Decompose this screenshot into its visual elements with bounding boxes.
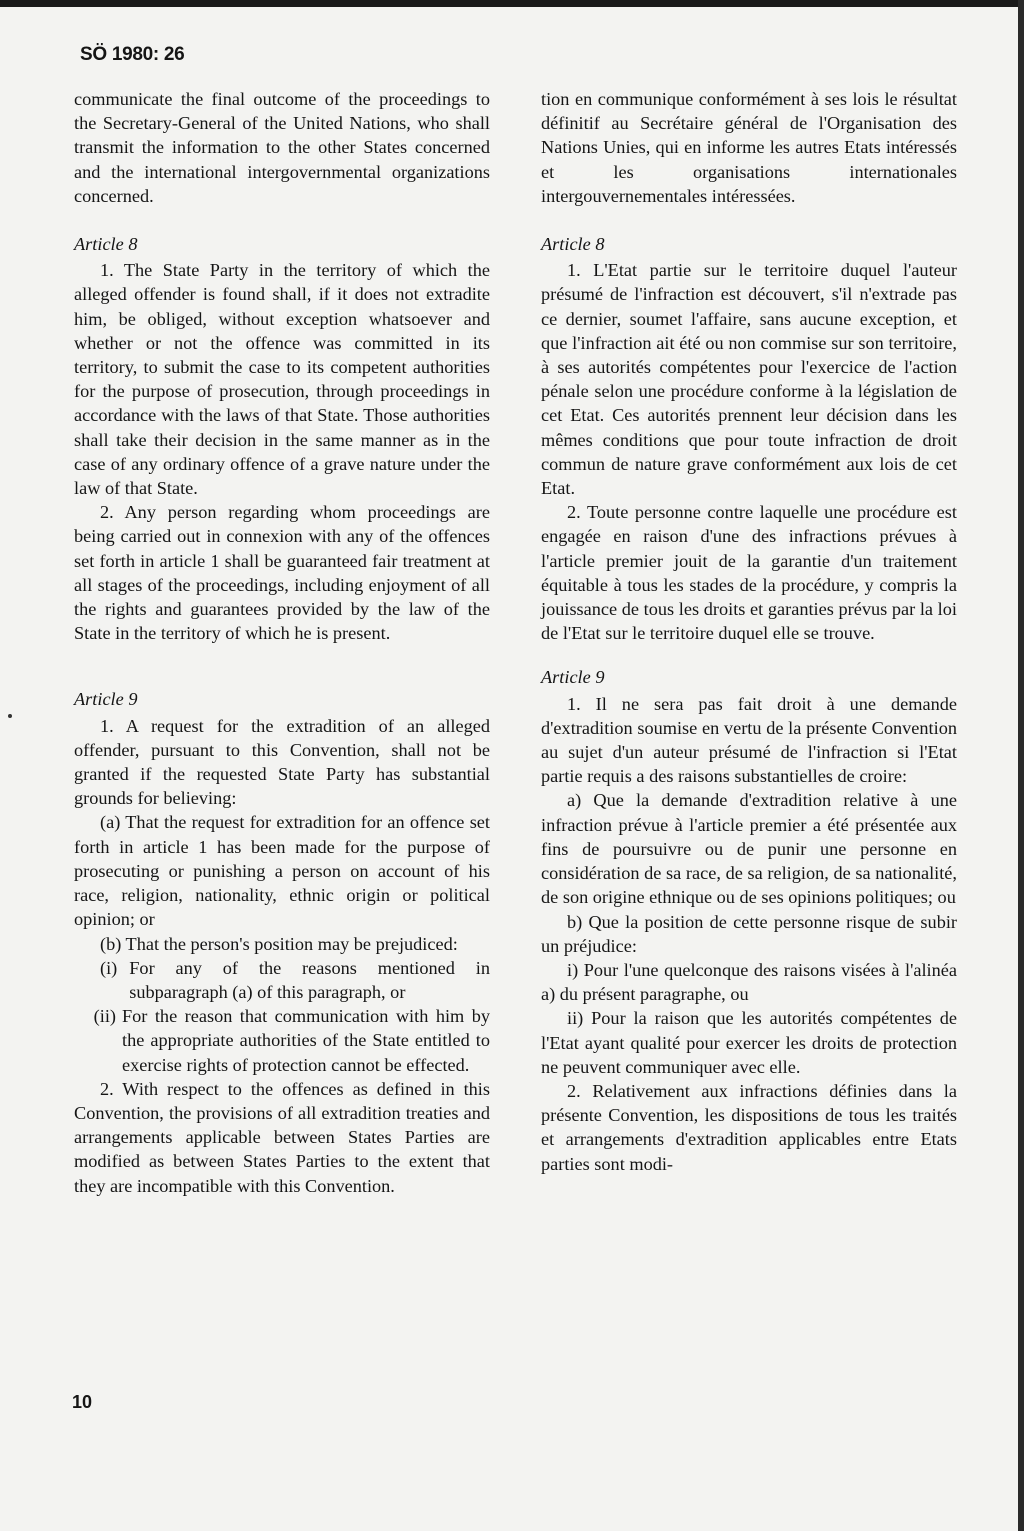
french-article-9-item-i: i) Pour l'une quelconque des raisons visées à l'alinéa a) du présent paragraphe, ou bbox=[541, 959, 957, 1005]
item-i-number: (i) bbox=[100, 957, 118, 978]
english-intro: communicate the final outcome of the proceedings to the Secretary-General of the United Nations, who shall transmit the information to the other States concerned and the international intergovernmental organizations concerned. bbox=[74, 89, 490, 206]
item-ii-text: For the reason that communication with him by the appropriate authorities of the State entitled to exercise rights of protection cannot be effected. bbox=[122, 1006, 490, 1075]
page-number: 10 bbox=[72, 1392, 93, 1412]
french-article-9-item-ii: ii) Pour la raison que les autorités compétentes de l'Etat ayant qualité pour exercer les droits de protection ne peuvent communiquer avec elle. bbox=[541, 1008, 957, 1077]
english-article-9-item-i bbox=[74, 956, 490, 1004]
french-article-8-para-2: 2. Toute personne contre laquelle une procédure est engagée en raison d'une des infractions prévues à l'article premier jouit de la garantie d'un traitement équitable à tous les stades de la procédure, y compris la jouissance de tous les droits et garanties prévus par la loi de l'Etat sur le territoire duquel elle se trouve. bbox=[541, 502, 957, 644]
item-ii-number: (ii) bbox=[93, 1006, 116, 1027]
french-article-9-sub-b: b) Que la position de cette personne risque de subir un préjudice: bbox=[541, 911, 957, 956]
french-article-9-para-1: 1. Il ne sera pas fait droit à une demande d'extradition soumise en vertu de la présente Convention au sujet d'un auteur présumé de l'infraction si l'Etat partie requis a des raisons substantielles de croire: bbox=[541, 693, 957, 787]
english-article-9-sub-b: (b) That the person's position may be prejudiced: bbox=[100, 933, 458, 954]
document-reference: SÖ 1980: 26 bbox=[80, 44, 185, 65]
english-column bbox=[74, 87, 490, 1198]
scan-right-border bbox=[1018, 0, 1024, 1531]
french-intro: tion en communique conformément à ses lois le résultat définitif au Secrétaire général de l'Organisation des Nations Unies, qui en informe les autres Etats intéressés et les organisations internationales intergouvernementales intéressées. bbox=[541, 89, 957, 206]
english-article-8-heading: Article 8 bbox=[74, 234, 138, 255]
french-column bbox=[541, 87, 957, 1176]
english-article-8-para-1: 1. The State Party in the territory of which the alleged offender is found shall, if it does not extradite him, be obliged, without exception whatsoever and whether or not the offence was committed in its territory, to submit the case to its competent authorities for the purpose of prosecution, through proceedings in accordance with the laws of that State. Those authorities shall take their decision in the same manner as in the case of any ordinary offence of a grave nature under the law of that State. bbox=[74, 260, 490, 499]
english-article-9-sub-a: (a) That the request for extradition for an offence set forth in article 1 has been made for the purpose of prosecuting or punishing a person on account of his race, religion, nationality, ethnic origin or political opinion; or bbox=[74, 812, 490, 930]
french-article-9-sub-a: a) Que la demande d'extradition relative à une infraction prévue à l'article premier a été présentée aux fins de poursuivre ou de punir une personne en considération de sa race, de sa religion, de sa nationalité, de son origine ethnique ou de ses opinions politiques; ou bbox=[541, 790, 957, 908]
french-article-8-para-1: 1. L'Etat partie sur le territoire duquel l'auteur présumé de l'infraction est découvert, s'il n'extrade pas ce dernier, soumet l'affaire, sans aucune exception, et que l'infraction ait été ou non commise sur son territoire, à ses autorités compétentes pour l'exercice de l'action pénale selon une procédure conforme à la législation de cet Etat. Ces autorités prennent leur décision dans les mêmes conditions que pour toute infraction de droit commun de nature grave conformément aux lois de cet Etat. bbox=[541, 260, 957, 499]
english-article-9-heading: Article 9 bbox=[74, 689, 138, 710]
english-article-9-item-ii bbox=[74, 1004, 490, 1077]
scan-speck bbox=[8, 714, 12, 718]
item-i-text: For any of the reasons mentioned in subparagraph (a) of this paragraph, or bbox=[129, 957, 490, 1002]
scan-top-border bbox=[0, 0, 1024, 7]
french-article-8-heading: Article 8 bbox=[541, 234, 605, 255]
english-article-9-para-1: 1. A request for the extradition of an alleged offender, pursuant to this Convention, shall not be granted if the requested State Party has substantial grounds for believing: bbox=[74, 715, 490, 809]
english-article-9-para-2: 2. With respect to the offences as defined in this Convention, the provisions of all extradition treaties and arrangements applicable between States Parties are modified as between States Parties to the extent that they are incompatible with this Convention. bbox=[74, 1078, 490, 1196]
english-article-8-para-2: 2. Any person regarding whom proceedings are being carried out in connexion with any of the offences set forth in article 1 shall be guaranteed fair treatment at all stages of the proceedings, including enjoyment of all the rights and guarantees provided by the law of the State in the territory of which he is present. bbox=[74, 502, 490, 644]
french-article-9-heading: Article 9 bbox=[541, 667, 605, 688]
french-article-9-para-2: 2. Relativement aux infractions définies dans la présente Convention, les dispositions de tous les traités et arrangements d'extradition applicables entre Etats parties sont modi- bbox=[541, 1080, 957, 1174]
